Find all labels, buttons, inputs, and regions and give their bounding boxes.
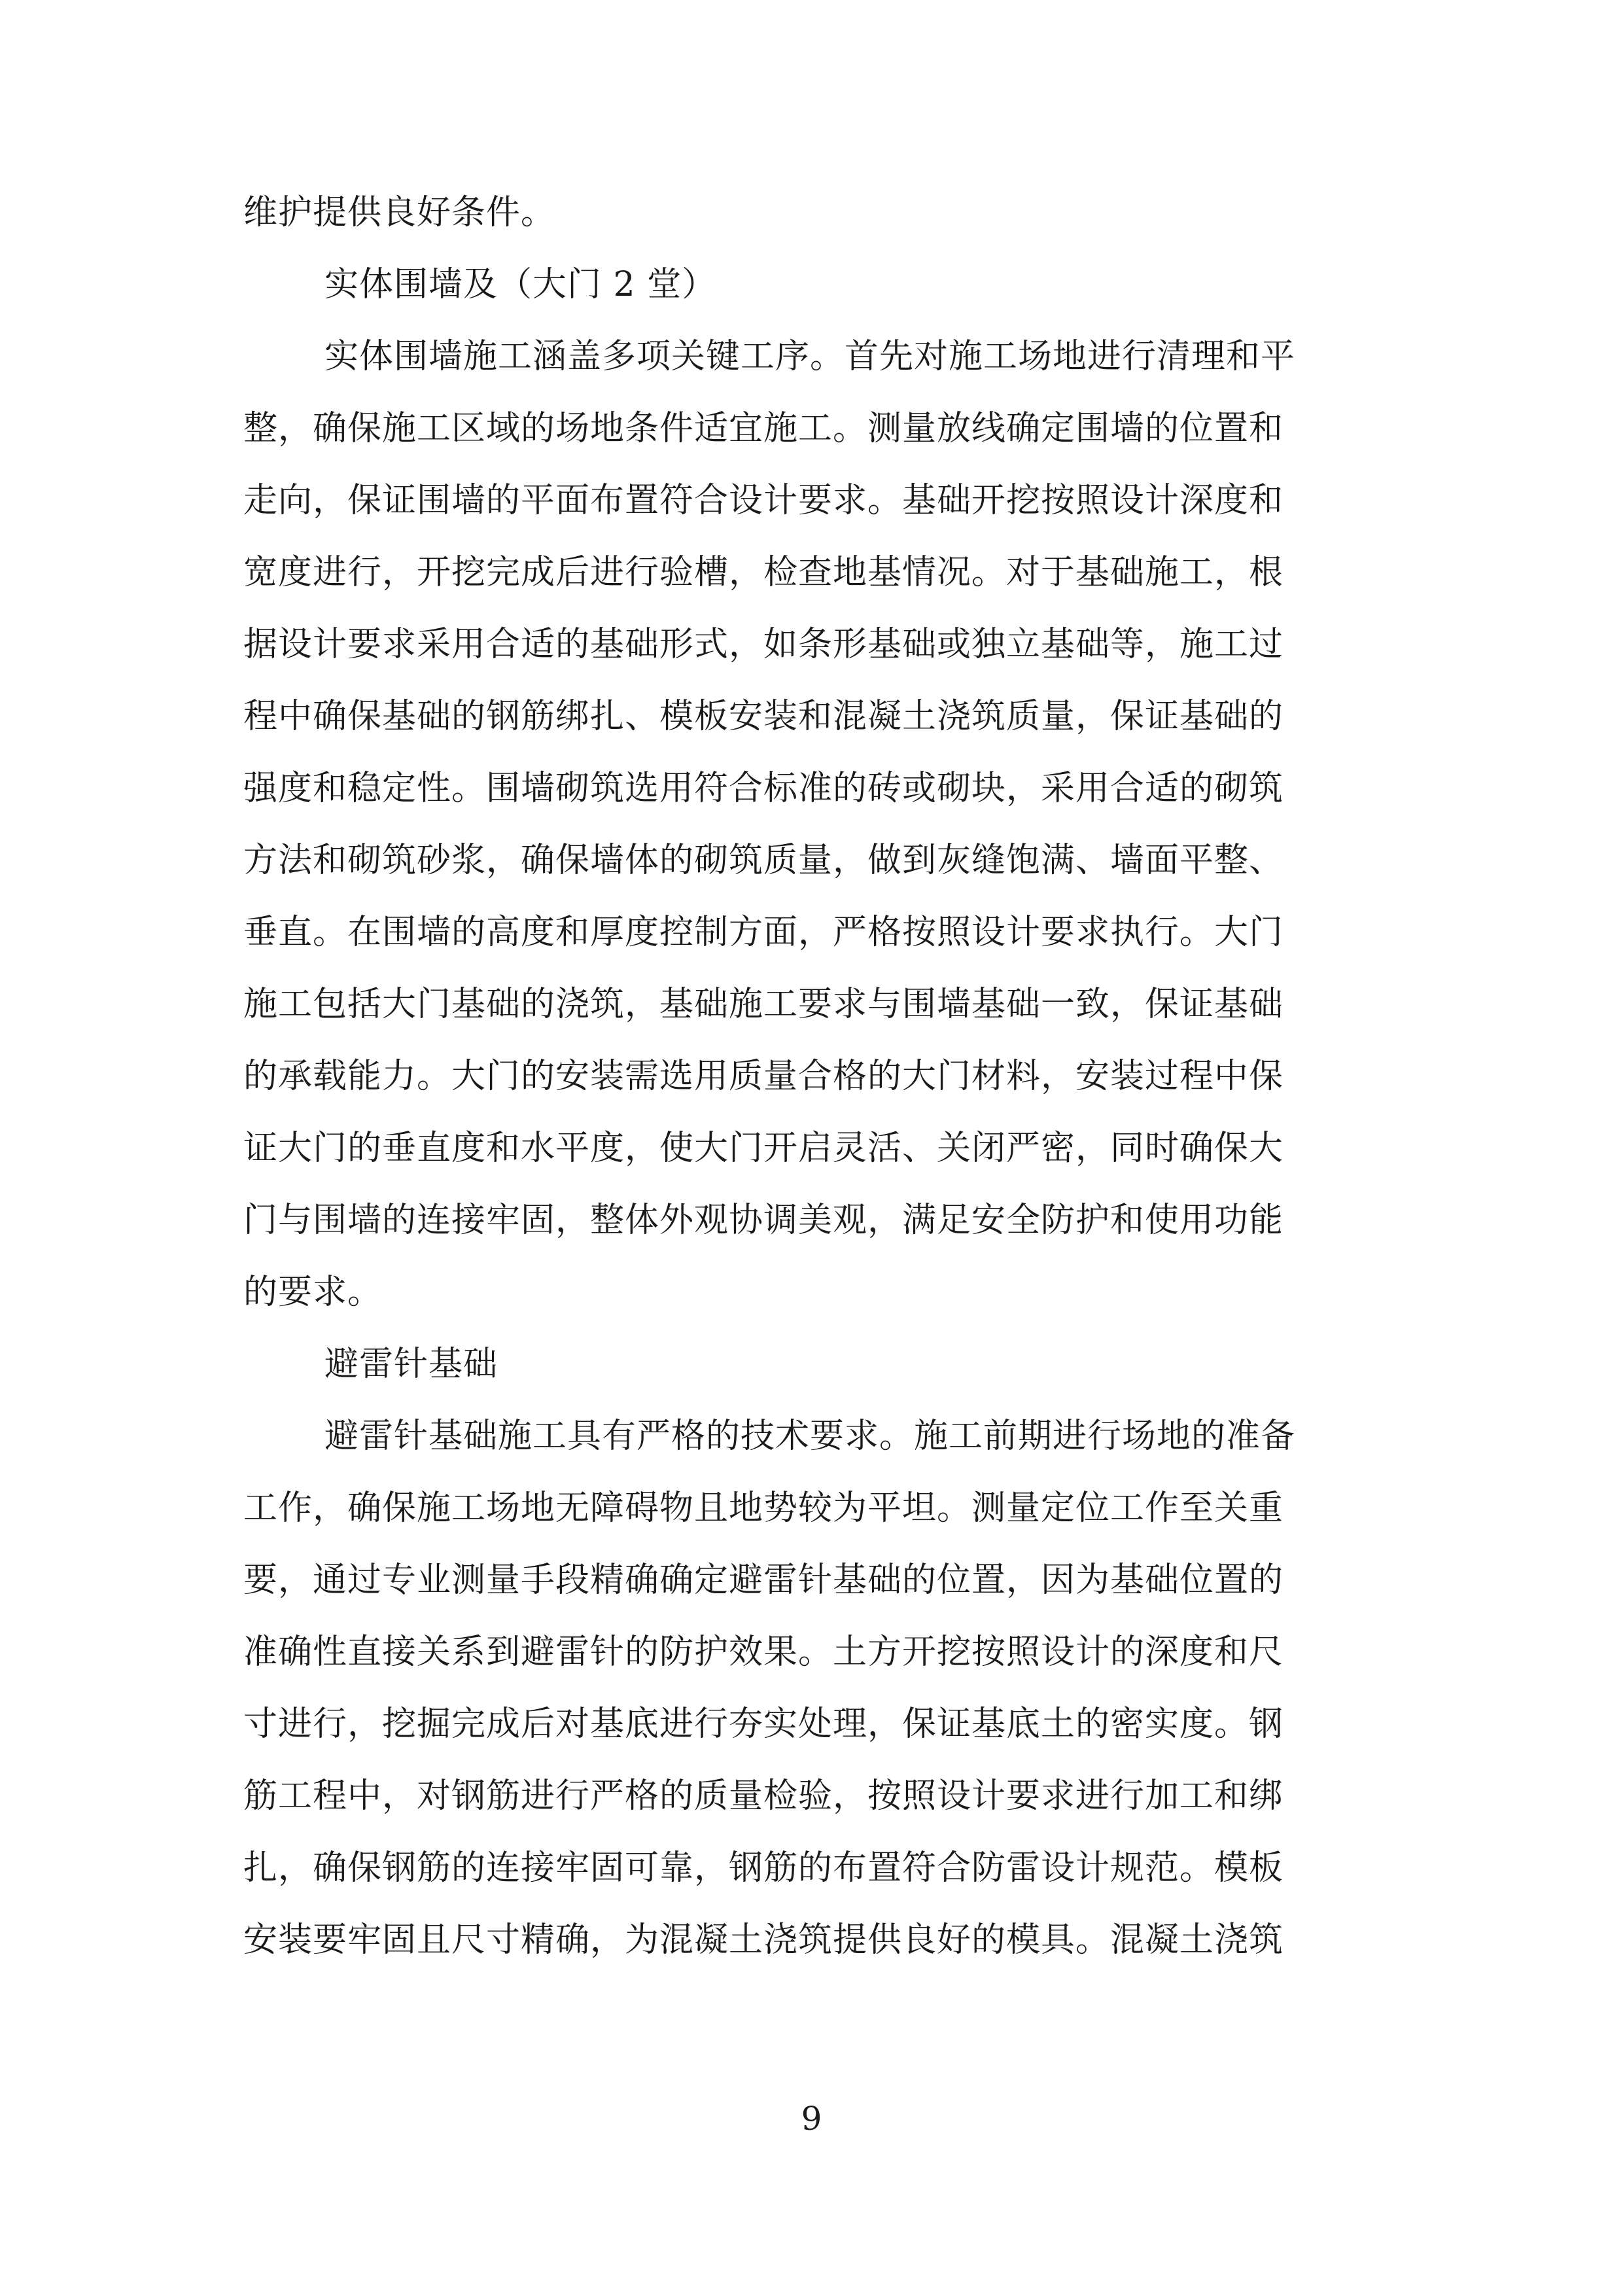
paragraph-line: 据设计要求采用合适的基础形式，如条形基础或独立基础等，施工过 [243,625,1284,664]
page-number: 9 [801,2100,822,2138]
paragraph-line: 筋工程中，对钢筋进行严格的质量检验，按照设计要求进行加工和绑 [243,1776,1284,1816]
body-text [243,177,1382,1976]
section-heading-lightning-rod: 避雷针基础 [324,1345,498,1384]
paragraph-line: 准确性直接关系到避雷针的防护效果。土方开挖按照设计的深度和尺 [243,1633,1284,1672]
paragraph-line: 的承载能力。大门的安装需选用质量合格的大门材料，安装过程中保 [243,1057,1284,1096]
paragraph-line: 的要求。 [243,1273,383,1312]
section-heading-enclosure-wall: 实体围墙及（大门 2 堂） [324,265,717,304]
paragraph-line: 垂直。在围墙的高度和厚度控制方面，严格按照设计要求执行。大门 [243,913,1284,952]
paragraph-line: 强度和稳定性。围墙砌筑选用符合标准的砖或砌块，采用合适的砌筑 [243,769,1284,808]
paragraph-line: 宽度进行，开挖完成后进行验槽，检查地基情况。对于基础施工，根 [243,553,1284,592]
paragraph-line: 寸进行，挖掘完成后对基底进行夯实处理，保证基底土的密实度。钢 [243,1704,1284,1744]
paragraph-line: 实体围墙施工涵盖多项关键工序。首先对施工场地进行清理和平 [324,337,1296,376]
paragraph-line: 避雷针基础施工具有严格的技术要求。施工前期进行场地的准备 [324,1417,1296,1456]
paragraph-line: 施工包括大门基础的浇筑，基础施工要求与围墙基础一致，保证基础 [243,985,1284,1024]
paragraph-line: 门与围墙的连接牢固，整体外观协调美观，满足安全防护和使用功能 [243,1201,1284,1240]
paragraph-line: 整，确保施工区域的场地条件适宜施工。测量放线确定围墙的位置和 [243,409,1284,448]
paragraph-line: 安装要牢固且尺寸精确，为混凝土浇筑提供良好的模具。混凝土浇筑 [243,1920,1284,1960]
paragraph-line: 要，通过专业测量手段精确确定避雷针基础的位置，因为基础位置的 [243,1561,1284,1600]
paragraph-line: 走向，保证围墙的平面布置符合设计要求。基础开挖按照设计深度和 [243,481,1284,520]
paragraph-continuation-line: 维护提供良好条件。 [243,193,556,232]
paragraph-line: 方法和砌筑砂浆，确保墙体的砌筑质量，做到灰缝饱满、墙面平整、 [243,841,1284,880]
paragraph-line: 证大门的垂直度和水平度，使大门开启灵活、关闭严密，同时确保大 [243,1129,1284,1168]
paragraph-line: 工作，确保施工场地无障碍物且地势较为平坦。测量定位工作至关重 [243,1489,1284,1528]
paragraph-line: 扎，确保钢筋的连接牢固可靠，钢筋的布置符合防雷设计规范。模板 [243,1848,1284,1888]
paragraph-line: 程中确保基础的钢筋绑扎、模板安装和混凝土浇筑质量，保证基础的 [243,697,1284,736]
